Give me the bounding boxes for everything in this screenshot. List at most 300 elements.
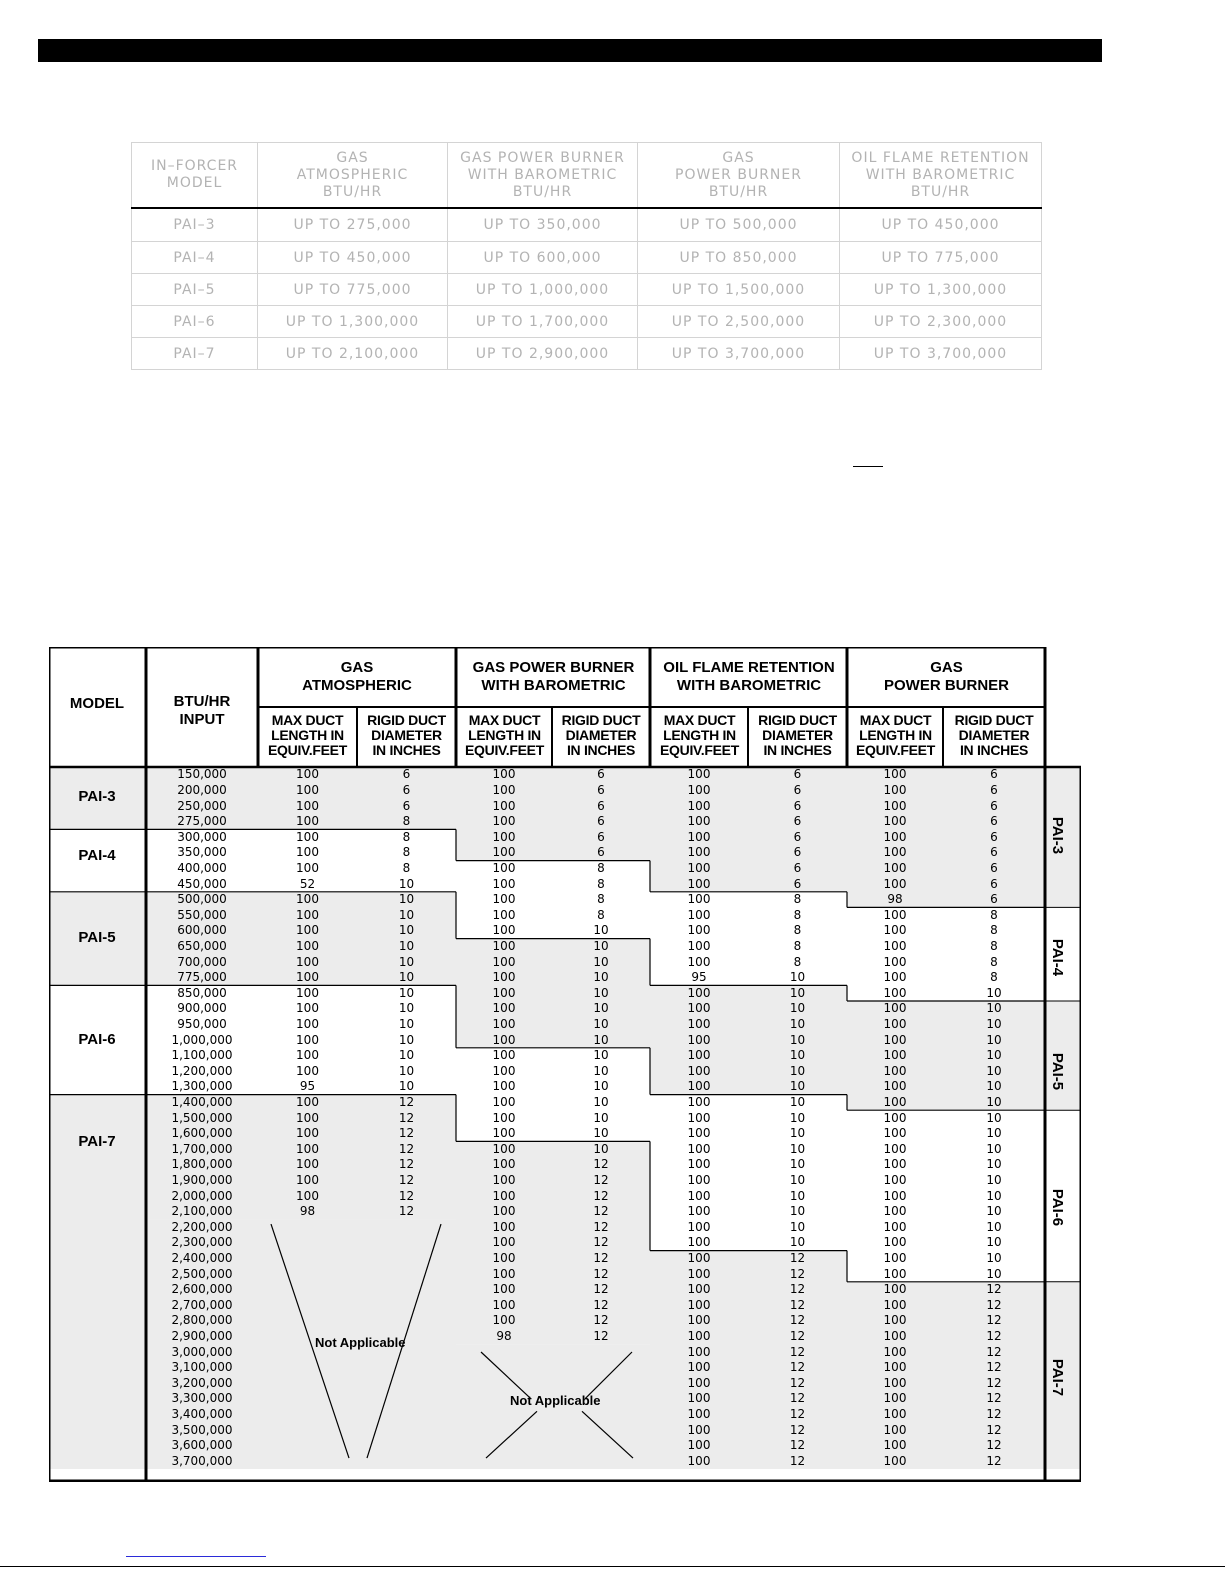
gas-pb-dia-value: 12 [986, 1360, 1002, 1375]
gas-pb-len-value: 100 [883, 970, 907, 985]
table-cell: UP TO 1,300,000 [258, 306, 448, 338]
gas-pb-baro-len-value: 100 [492, 892, 516, 907]
oil-len-value: 100 [687, 1375, 711, 1390]
btu-value: 1,500,000 [171, 1110, 233, 1125]
gas-pb-dia-value: 12 [986, 1344, 1002, 1359]
gas-atm-len-value: 100 [296, 1048, 319, 1063]
gas-pb-baro-dia-value: 8 [597, 892, 605, 907]
oil-dia-value: 10 [789, 1219, 806, 1234]
btu-value: 2,900,000 [171, 1328, 233, 1343]
gas-pb-len-value: 100 [883, 1391, 907, 1406]
gas-atm-dia-value: 8 [402, 814, 411, 829]
btu-value: 275,000 [177, 814, 227, 829]
table-row [132, 242, 1042, 274]
gas-pb-len-value: 100 [883, 1422, 907, 1437]
gas-pb-dia-value: 6 [990, 860, 998, 875]
oil-len-value: 100 [687, 907, 711, 922]
oil-dia-value: 10 [789, 1079, 806, 1094]
oil-dia-value: 10 [789, 1001, 806, 1016]
table-cell: UP TO 600,000 [448, 242, 638, 274]
gas-pb-len-value: 100 [883, 1016, 907, 1031]
oil-len-value: 100 [687, 876, 711, 891]
oil-len-value: 100 [687, 1406, 711, 1421]
gas-pb-baro-len-value: 100 [492, 1172, 516, 1187]
gas-pb-dia-value: 10 [986, 1094, 1002, 1109]
sub-header-rigid-duct: RIGID DUCT DIAMETER IN INCHES [954, 712, 1034, 758]
gas-pb-baro-dia-value: 10 [593, 970, 609, 985]
gas-pb-baro-dia-value: 10 [593, 1001, 609, 1016]
sub-header-max-duct: MAX DUCT LENGTH IN EQUIV.FEET [268, 712, 347, 758]
gas-pb-dia-value: 10 [986, 1157, 1002, 1172]
gas-atm-len-value: 100 [296, 1157, 319, 1172]
gas-pb-dia-value: 8 [990, 970, 998, 985]
gas-pb-dia-value: 10 [986, 1126, 1002, 1141]
btu-value: 600,000 [177, 923, 227, 938]
gas-atm-dia-value: 12 [398, 1141, 415, 1156]
btu-value: 2,200,000 [171, 1219, 233, 1234]
gas-pb-dia-value: 6 [990, 814, 998, 829]
gas-pb-baro-dia-value: 10 [593, 938, 609, 953]
gas-pb-dia-value: 12 [986, 1282, 1002, 1297]
oil-len-value: 100 [687, 845, 711, 860]
gas-pb-baro-len-value: 100 [492, 1219, 516, 1234]
oil-len-value: 100 [687, 1204, 711, 1219]
side-label-pai-7: PAI-7 [1049, 1358, 1067, 1397]
gas-atm-dia-value: 10 [398, 1048, 415, 1063]
gas-pb-len-value: 100 [883, 1344, 907, 1359]
gas-atm-len-value: 100 [296, 985, 319, 1000]
btu-value: 2,000,000 [171, 1188, 233, 1203]
gas-atm-dia-value: 6 [402, 782, 411, 797]
gas-pb-baro-len-value: 100 [492, 1001, 516, 1016]
gas-pb-len-value: 100 [883, 1188, 907, 1203]
oil-dia-value: 6 [793, 814, 802, 829]
gas-pb-dia-value: 10 [986, 1079, 1002, 1094]
gas-atm-len-value: 100 [296, 1094, 319, 1109]
gas-pb-dia-value: 10 [986, 1141, 1002, 1156]
gas-pb-baro-len-value: 100 [492, 798, 516, 813]
oil-dia-value: 12 [789, 1313, 806, 1328]
gas-atm-dia-value: 10 [398, 907, 415, 922]
btu-value: 1,400,000 [171, 1094, 233, 1109]
gas-atm-len-value: 100 [296, 1063, 319, 1078]
gas-pb-baro-len-value: 100 [492, 1266, 516, 1281]
gas-pb-baro-dia-value: 12 [593, 1219, 609, 1234]
gas-pb-len-value: 98 [887, 892, 903, 907]
footer-link-line [126, 1556, 266, 1557]
gas-pb-baro-dia-value: 10 [593, 985, 609, 1000]
gas-pb-baro-dia-value: 6 [597, 798, 605, 813]
btu-value: 1,700,000 [171, 1141, 233, 1156]
duct-sizing-table [49, 647, 1081, 1482]
gas-pb-baro-dia-value: 8 [597, 860, 605, 875]
gas-atm-dia-value: 8 [402, 845, 411, 860]
col-header-oil-flame: OIL FLAME RETENTION WITH BAROMETRIC BTU/HR [840, 143, 1042, 209]
table-cell: UP TO 275,000 [258, 208, 448, 242]
oil-len-value: 100 [687, 1422, 711, 1437]
gas-atm-len-value: 95 [299, 1079, 316, 1094]
table-cell: PAI–3 [132, 208, 258, 242]
oil-dia-value: 10 [789, 1048, 806, 1063]
gas-pb-len-value: 100 [883, 1406, 907, 1421]
oil-len-value: 100 [687, 1266, 711, 1281]
oil-len-value: 100 [687, 1360, 711, 1375]
gas-pb-baro-dia-value: 10 [593, 923, 609, 938]
gas-pb-len-value: 100 [883, 798, 907, 813]
gas-pb-len-value: 100 [883, 1438, 907, 1453]
btu-value: 2,500,000 [171, 1266, 233, 1281]
gas-pb-dia-value: 10 [986, 1172, 1002, 1187]
oil-len-value: 100 [687, 1391, 711, 1406]
gas-pb-dia-value: 8 [990, 938, 998, 953]
gas-atm-len-value: 100 [296, 923, 319, 938]
col-header-gas-power-burner-baro: GAS POWER BURNER WITH BAROMETRIC BTU/HR [448, 143, 638, 209]
gas-pb-len-value: 100 [883, 1235, 907, 1250]
gas-pb-baro-len-value: 100 [492, 985, 516, 1000]
oil-len-value: 100 [687, 1157, 711, 1172]
sub-header-rigid-duct: RIGID DUCT DIAMETER IN INCHES [561, 712, 641, 758]
gas-pb-baro-len-value: 100 [492, 1282, 516, 1297]
table-cell: PAI–5 [132, 274, 258, 306]
gas-atm-len-value: 100 [296, 1001, 319, 1016]
gas-pb-len-value: 100 [883, 1032, 907, 1047]
table-cell: UP TO 1,700,000 [448, 306, 638, 338]
table-cell: PAI–6 [132, 306, 258, 338]
gas-atm-len-value: 100 [296, 954, 319, 969]
gas-atm-len-value: 100 [296, 798, 319, 813]
btu-value: 3,300,000 [171, 1391, 233, 1406]
gas-pb-baro-len-value: 100 [492, 1188, 516, 1203]
oil-dia-value: 12 [789, 1282, 806, 1297]
gas-atm-len-value: 100 [296, 1016, 319, 1031]
gas-pb-len-value: 100 [883, 829, 907, 844]
gas-atm-len-value: 100 [296, 1032, 319, 1047]
gas-pb-dia-value: 10 [986, 985, 1002, 1000]
gas-atm-len-value: 100 [296, 938, 319, 953]
gas-pb-baro-dia-value: 10 [593, 1048, 609, 1063]
gas-pb-len-value: 100 [883, 1282, 907, 1297]
gas-pb-baro-dia-value: 12 [593, 1172, 609, 1187]
oil-dia-value: 8 [793, 938, 802, 953]
btu-value: 2,800,000 [171, 1313, 233, 1328]
oil-len-value: 100 [687, 829, 711, 844]
gas-pb-len-value: 100 [883, 1048, 907, 1063]
btu-value: 350,000 [177, 845, 227, 860]
oil-len-value: 100 [687, 1141, 711, 1156]
gas-atm-len-value: 100 [296, 1110, 319, 1125]
gas-pb-baro-dia-value: 10 [593, 1110, 609, 1125]
gas-pb-len-value: 100 [883, 1219, 907, 1234]
gas-pb-dia-value: 10 [986, 1266, 1002, 1281]
side-label-pai-4: PAI-4 [1049, 938, 1067, 977]
gas-atm-dia-value: 12 [398, 1110, 415, 1125]
model-label-pai-7: PAI-7 [78, 1133, 116, 1150]
gas-pb-baro-dia-value: 12 [593, 1235, 609, 1250]
btu-value: 1,000,000 [171, 1032, 233, 1047]
gas-atm-len-value: 100 [296, 860, 319, 875]
gas-pb-dia-value: 6 [990, 767, 998, 782]
gas-atm-len-value: 100 [296, 814, 319, 829]
gas-atm-len-value: 100 [296, 892, 319, 907]
gas-atm-len-value: 100 [296, 907, 319, 922]
gas-pb-dia-value: 12 [986, 1453, 1002, 1468]
gas-pb-len-value: 100 [883, 1001, 907, 1016]
oil-dia-value: 12 [789, 1438, 806, 1453]
gas-atm-len-value: 98 [299, 1204, 316, 1219]
gas-pb-len-value: 100 [883, 923, 907, 938]
gas-pb-baro-len-value: 100 [492, 1016, 516, 1031]
gas-atm-dia-value: 10 [398, 938, 415, 953]
gas-pb-baro-dia-value: 12 [593, 1188, 609, 1203]
gas-atm-dia-value: 12 [398, 1172, 415, 1187]
gas-pb-len-value: 100 [883, 1063, 907, 1078]
gas-pb-baro-len-value: 100 [492, 907, 516, 922]
gas-pb-dia-value: 10 [986, 1001, 1002, 1016]
gas-pb-dia-value: 12 [986, 1328, 1002, 1343]
gas-atm-len-value: 100 [296, 1172, 319, 1187]
gas-pb-baro-dia-value: 6 [597, 767, 605, 782]
oil-len-value: 100 [687, 1126, 711, 1141]
gas-atm-dia-value: 10 [398, 985, 415, 1000]
gas-atm-dia-value: 10 [398, 970, 415, 985]
oil-len-value: 100 [687, 1453, 711, 1468]
oil-dia-value: 12 [789, 1453, 806, 1468]
gas-pb-len-value: 100 [883, 985, 907, 1000]
gas-pb-len-value: 100 [883, 938, 907, 953]
oil-dia-value: 8 [793, 954, 802, 969]
gas-pb-baro-len-value: 100 [492, 1094, 516, 1109]
oil-dia-value: 12 [789, 1422, 806, 1437]
table-cell: UP TO 2,500,000 [638, 306, 840, 338]
oil-len-value: 100 [687, 1048, 711, 1063]
model-capacity-table [131, 142, 1042, 370]
oil-len-value: 95 [691, 970, 707, 985]
table-cell: UP TO 1,500,000 [638, 274, 840, 306]
group-gas-atmospheric: GAS ATMOSPHERIC [302, 659, 412, 694]
oil-dia-value: 6 [793, 860, 802, 875]
oil-dia-value: 10 [789, 985, 806, 1000]
gas-pb-baro-len-value: 100 [492, 814, 516, 829]
oil-len-value: 100 [687, 1172, 711, 1187]
table-cell: UP TO 450,000 [840, 208, 1042, 242]
group-gas-power-burner-baro: GAS POWER BURNER WITH BAROMETRIC [472, 659, 635, 694]
gas-pb-len-value: 100 [883, 782, 907, 797]
gas-pb-baro-len-value: 100 [492, 1063, 516, 1078]
btu-value: 200,000 [177, 782, 227, 797]
oil-len-value: 100 [687, 1110, 711, 1125]
gas-pb-dia-value: 10 [986, 1048, 1002, 1063]
btu-value: 3,000,000 [171, 1344, 233, 1359]
oil-dia-value: 6 [793, 798, 802, 813]
btu-value: 2,300,000 [171, 1235, 233, 1250]
gas-pb-dia-value: 6 [990, 845, 998, 860]
oil-dia-value: 12 [789, 1375, 806, 1390]
btu-value: 3,600,000 [171, 1438, 233, 1453]
gas-pb-baro-len-value: 100 [492, 767, 516, 782]
gas-pb-dia-value: 6 [990, 782, 998, 797]
table-row [132, 306, 1042, 338]
gas-atm-len-value: 100 [296, 970, 319, 985]
gas-pb-baro-len-value: 100 [492, 954, 516, 969]
gas-pb-baro-len-value: 100 [492, 1048, 516, 1063]
gas-pb-baro-len-value: 100 [492, 1313, 516, 1328]
gas-pb-baro-len-value: 100 [492, 1126, 516, 1141]
gas-pb-baro-dia-value: 12 [593, 1282, 609, 1297]
gas-pb-dia-value: 12 [986, 1313, 1002, 1328]
table-cell: UP TO 2,300,000 [840, 306, 1042, 338]
gas-atm-dia-value: 6 [402, 798, 411, 813]
gas-pb-dia-value: 6 [990, 876, 998, 891]
btu-value: 1,200,000 [171, 1063, 233, 1078]
btu-value: 450,000 [177, 876, 227, 891]
oil-len-value: 100 [687, 1219, 711, 1234]
btu-value: 150,000 [177, 767, 227, 782]
oil-len-value: 100 [687, 1235, 711, 1250]
gas-pb-len-value: 100 [883, 1172, 907, 1187]
side-label-pai-3: PAI-3 [1049, 816, 1067, 855]
gas-pb-baro-dia-value: 10 [593, 1141, 609, 1156]
oil-len-value: 100 [687, 782, 711, 797]
underline-mark [853, 466, 883, 467]
gas-pb-baro-dia-value: 12 [593, 1328, 609, 1343]
oil-dia-value: 12 [789, 1297, 806, 1312]
table-cell: UP TO 850,000 [638, 242, 840, 274]
btu-value: 550,000 [177, 907, 227, 922]
table-cell: PAI–4 [132, 242, 258, 274]
oil-dia-value: 10 [789, 1126, 806, 1141]
table-cell: UP TO 500,000 [638, 208, 840, 242]
gas-pb-baro-dia-value: 10 [593, 954, 609, 969]
gas-pb-baro-dia-value: 8 [597, 907, 605, 922]
gas-atm-dia-value: 10 [398, 1063, 415, 1078]
oil-dia-value: 12 [789, 1344, 806, 1359]
gas-pb-dia-value: 6 [990, 829, 998, 844]
gas-pb-baro-len-value: 100 [492, 1297, 516, 1312]
model-label-pai-5: PAI-5 [78, 929, 116, 946]
gas-pb-baro-dia-value: 6 [597, 814, 605, 829]
not-applicable-label: Not Applicable [510, 1393, 601, 1408]
sub-header-rigid-duct: RIGID DUCT DIAMETER IN INCHES [367, 712, 446, 758]
gas-atm-dia-value: 10 [398, 892, 415, 907]
gas-atm-dia-value: 12 [398, 1157, 415, 1172]
col-header-gas-power-burner: GAS POWER BURNER BTU/HR [638, 143, 840, 209]
gas-atm-len-value: 100 [296, 1141, 319, 1156]
gas-pb-dia-value: 12 [986, 1438, 1002, 1453]
gas-pb-baro-len-value: 100 [492, 782, 516, 797]
gas-pb-baro-len-value: 100 [492, 1032, 516, 1047]
oil-len-value: 100 [687, 1297, 711, 1312]
oil-len-value: 100 [687, 1282, 711, 1297]
table-row [132, 338, 1042, 370]
gas-pb-len-value: 100 [883, 1328, 907, 1343]
table-cell: UP TO 3,700,000 [840, 338, 1042, 370]
gas-pb-baro-dia-value: 6 [597, 845, 605, 860]
btu-value: 900,000 [177, 1001, 227, 1016]
gas-pb-len-value: 100 [883, 1375, 907, 1390]
gas-pb-baro-len-value: 100 [492, 1204, 516, 1219]
btu-value: 775,000 [177, 970, 227, 985]
btu-value: 700,000 [177, 954, 227, 969]
oil-len-value: 100 [687, 1032, 711, 1047]
gas-pb-len-value: 100 [883, 767, 907, 782]
oil-dia-value: 6 [793, 876, 802, 891]
gas-pb-baro-len-value: 100 [492, 829, 516, 844]
gas-pb-dia-value: 10 [986, 1016, 1002, 1031]
col-header-gas-atmospheric: GAS ATMOSPHERIC BTU/HR [258, 143, 448, 209]
oil-dia-value: 8 [793, 892, 802, 907]
oil-dia-value: 8 [793, 907, 802, 922]
gas-pb-len-value: 100 [883, 860, 907, 875]
gas-pb-len-value: 100 [883, 1126, 907, 1141]
oil-len-value: 100 [687, 1438, 711, 1453]
gas-atm-len-value: 100 [296, 845, 319, 860]
btu-value: 3,400,000 [171, 1406, 233, 1421]
gas-pb-baro-dia-value: 12 [593, 1250, 609, 1265]
gas-atm-dia-value: 12 [398, 1188, 415, 1203]
oil-len-value: 100 [687, 954, 711, 969]
oil-len-value: 100 [687, 985, 711, 1000]
oil-dia-value: 10 [789, 1157, 806, 1172]
gas-pb-len-value: 100 [883, 1094, 907, 1109]
oil-dia-value: 6 [793, 782, 802, 797]
oil-dia-value: 10 [789, 1110, 806, 1125]
gas-pb-baro-len-value: 100 [492, 1250, 516, 1265]
gas-pb-dia-value: 10 [986, 1063, 1002, 1078]
oil-len-value: 100 [687, 938, 711, 953]
gas-pb-dia-value: 6 [990, 798, 998, 813]
gas-pb-baro-dia-value: 10 [593, 1016, 609, 1031]
gas-pb-baro-dia-value: 10 [593, 1094, 609, 1109]
gas-pb-baro-dia-value: 8 [597, 876, 605, 891]
table-cell: UP TO 775,000 [258, 274, 448, 306]
gas-pb-dia-value: 12 [986, 1406, 1002, 1421]
gas-atm-dia-value: 8 [402, 860, 411, 875]
not-applicable-label: Not Applicable [315, 1335, 406, 1350]
gas-pb-len-value: 100 [883, 1313, 907, 1328]
gas-pb-baro-dia-value: 12 [593, 1313, 609, 1328]
btu-value: 1,300,000 [171, 1079, 233, 1094]
oil-dia-value: 10 [789, 970, 806, 985]
oil-dia-value: 12 [789, 1406, 806, 1421]
gas-pb-dia-value: 8 [990, 907, 998, 922]
oil-dia-value: 10 [789, 1016, 806, 1031]
btu-value: 400,000 [177, 860, 227, 875]
gas-pb-dia-value: 8 [990, 923, 998, 938]
oil-len-value: 100 [687, 1063, 711, 1078]
group-gas-power-burner: GAS POWER BURNER [883, 659, 1009, 694]
btu-value: 650,000 [177, 938, 227, 953]
gas-atm-len-value: 100 [296, 782, 319, 797]
btu-value: 3,700,000 [171, 1453, 233, 1468]
gas-pb-baro-len-value: 100 [492, 845, 516, 860]
btu-value: 2,700,000 [171, 1297, 233, 1312]
gas-pb-dia-value: 10 [986, 1219, 1002, 1234]
btu-value: 500,000 [177, 892, 227, 907]
oil-dia-value: 6 [793, 845, 802, 860]
table-cell: UP TO 775,000 [840, 242, 1042, 274]
gas-atm-dia-value: 10 [398, 1016, 415, 1031]
gas-pb-len-value: 100 [883, 1266, 907, 1281]
gas-atm-dia-value: 10 [398, 876, 415, 891]
oil-len-value: 100 [687, 1328, 711, 1343]
gas-pb-len-value: 100 [883, 845, 907, 860]
gas-pb-len-value: 100 [883, 1157, 907, 1172]
gas-atm-dia-value: 10 [398, 923, 415, 938]
oil-len-value: 100 [687, 860, 711, 875]
gas-pb-dia-value: 10 [986, 1188, 1002, 1203]
gas-pb-len-value: 100 [883, 1079, 907, 1094]
oil-len-value: 100 [687, 1313, 711, 1328]
